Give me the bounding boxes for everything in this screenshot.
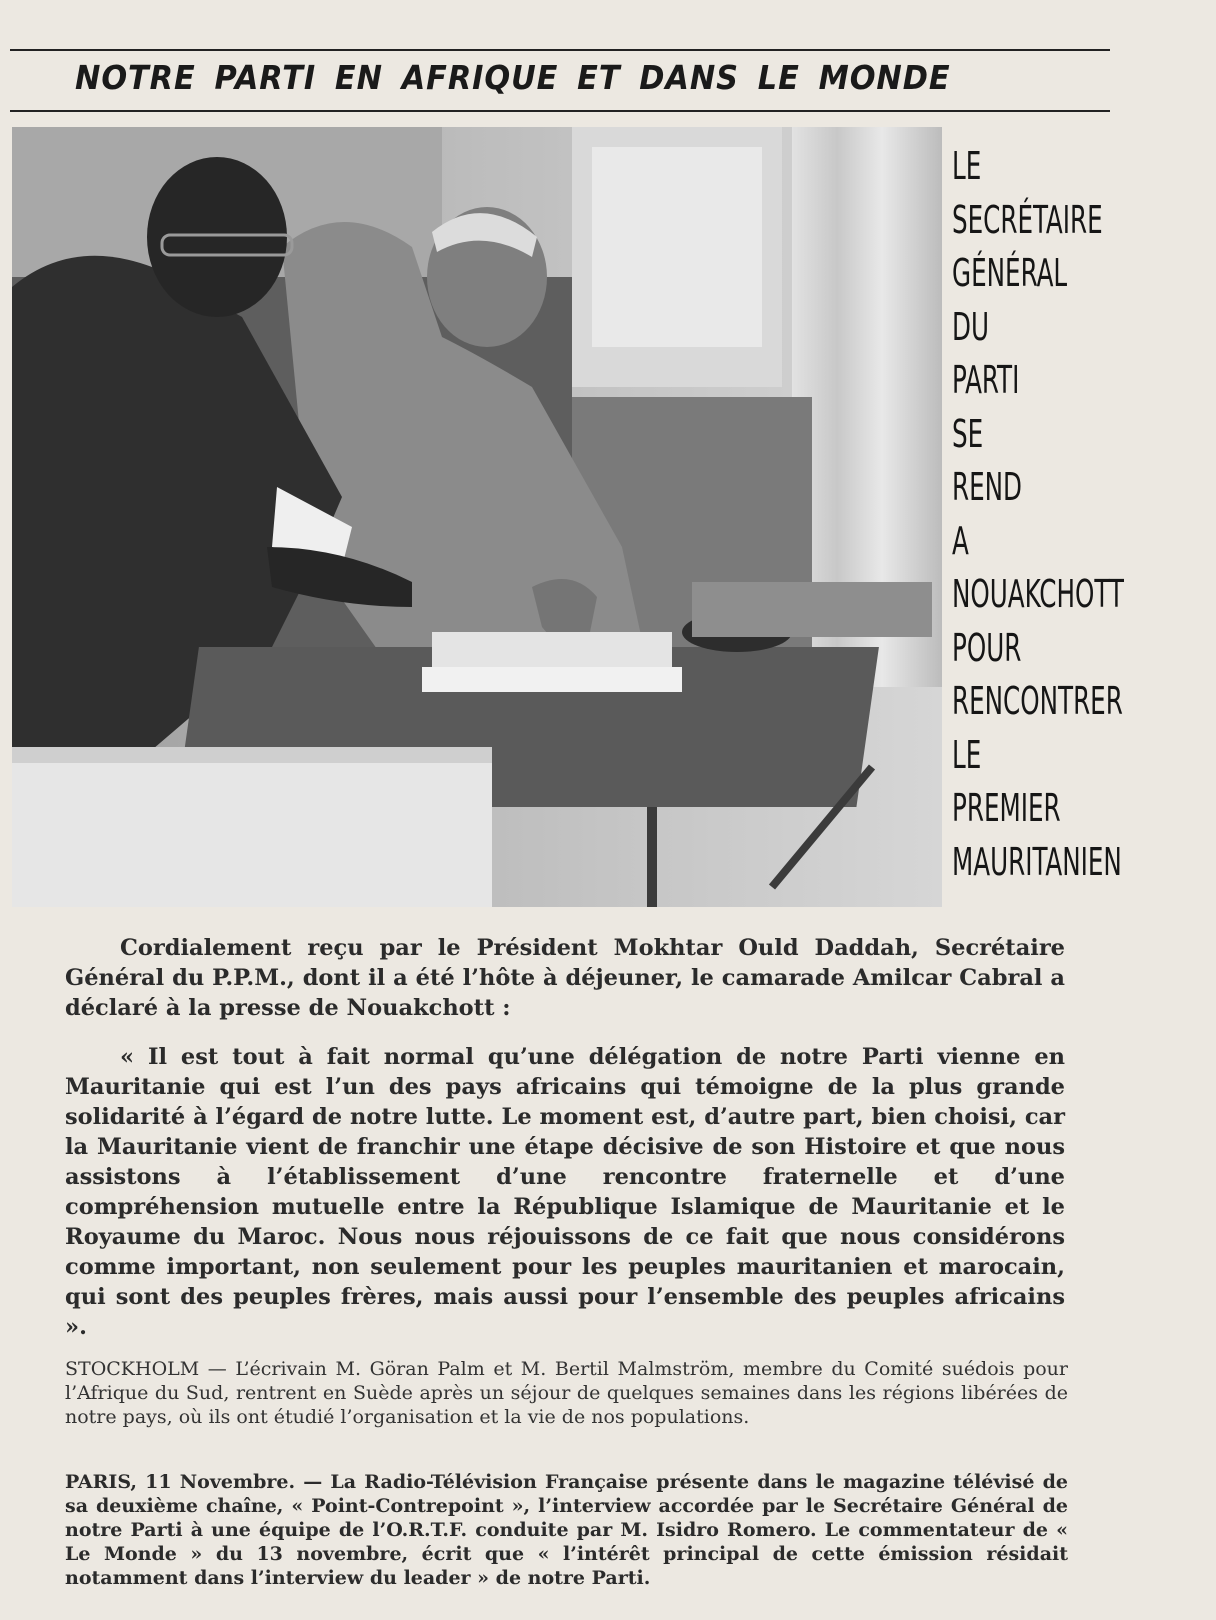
headline-word: PREMIER xyxy=(952,786,1061,830)
news-paris: PARIS, 11 Novembre. — La Radio-Télévision Française présente dans le magazine télévisé de sa deuxième chaîne, « Point-Contrepoint », l’interview accordée par le Secrétaire Général de notre Parti à une équipe de l’O.R.T.F. conduite par M. Isidro Romero. Le commentateur de « Le Monde » du 13 novembre, écrit que « l’intérêt principal de cette émission résidait notamment dans l’interview du leader » de notre Parti. xyxy=(65,1471,1068,1589)
headline-word: NOUAKCHOTT xyxy=(952,572,1124,616)
headline-word: SECRÉTAIRE xyxy=(952,197,1103,242)
headline-word: LE xyxy=(952,732,982,777)
bottom-rule xyxy=(10,110,1110,112)
headline-word: SE xyxy=(952,411,984,456)
article-quote: « Il est tout à fait normal qu’une délégation de notre Parti vienne en Mauritanie qui est l’un des pays africains qui témoigne de la plus grande solidarité à l’égard de notre lutte. Le moment est, d’autre part, bien choisi, car la Mauritanie vient de franchir une étape décisive de son Histoire et que nous assistons à l’établissement d’une rencontre fraternelle et d’une compréhension mutuelle entre la République Islamique de Mauritanie et le Royaume du Maroc. Nous nous réjouissons de ce fait que nous considérons comme important, non seulement pour les peuples mauritanien et marocain, qui sont des peuples frères, mais aussi pour l’ensemble des peuples africains ». xyxy=(65,1044,1065,1340)
headline-word: LE xyxy=(952,144,982,188)
headline-word: REND xyxy=(952,465,1023,509)
headline xyxy=(952,140,1139,889)
top-rule xyxy=(10,49,1110,51)
article-photo xyxy=(12,127,942,907)
headline-word: MAURITANIEN xyxy=(952,839,1122,884)
headline-word: DU xyxy=(952,304,989,349)
article-intro: Cordialement reçu par le Président Mokhtar Ould Daddah, Secrétaire Général du P.P.M., dont il a été l’hôte à déjeuner, le camarade Amilcar Cabral a déclaré à la presse de Nouakchott : xyxy=(65,935,1065,1021)
headline-word: A xyxy=(952,518,969,563)
section-title: NOTRE PARTI EN AFRIQUE ET DANS LE MONDE xyxy=(75,58,951,97)
headline-word: RENCONTRER xyxy=(952,679,1123,723)
headline-word: GÉNÉRAL xyxy=(952,251,1068,295)
headline-word: POUR xyxy=(952,625,1022,670)
headline-word: PARTI xyxy=(952,358,1020,402)
news-stockholm: STOCKHOLM — L’écrivain M. Göran Palm et M. Bertil Malmström, membre du Comité suédois pour l’Afrique du Sud, rentrent en Suède après un séjour de quelques semaines dans les régions libérées de notre pays, où ils ont étudié l’organisation et la vie de nos populations. xyxy=(65,1358,1068,1428)
